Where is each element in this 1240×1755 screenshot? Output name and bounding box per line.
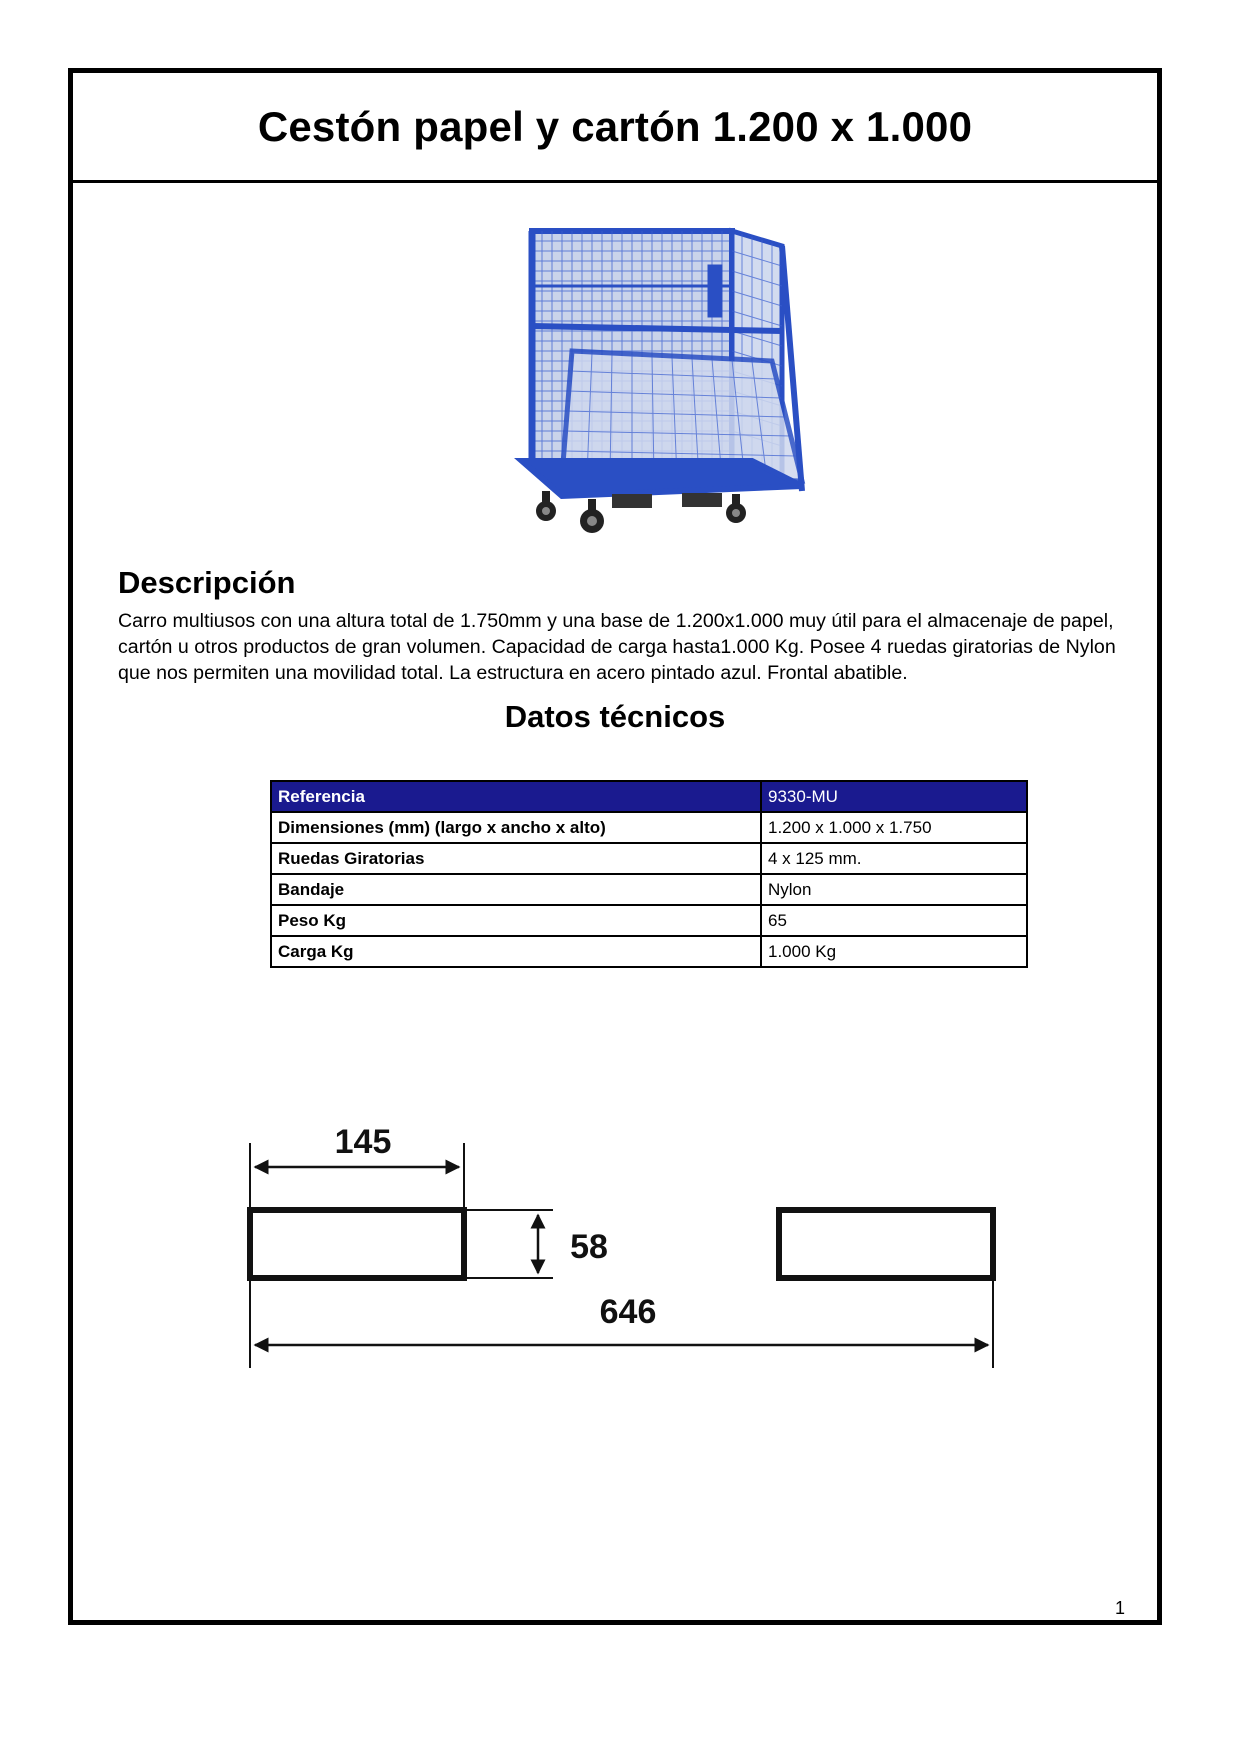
spec-value: 9330-MU <box>761 781 1027 812</box>
total-label: 646 <box>599 1293 657 1331</box>
right-profile-rect <box>779 1210 993 1278</box>
spec-label: Carga Kg <box>271 936 761 967</box>
spec-label: Peso Kg <box>271 905 761 936</box>
width-label: 145 <box>334 1123 392 1161</box>
spec-value: 65 <box>761 905 1027 936</box>
table-row <box>271 936 1027 967</box>
specs-table <box>270 780 1028 968</box>
spec-label: Dimensiones (mm) (largo x ancho x alto) <box>271 812 761 843</box>
table-row <box>271 781 1027 812</box>
spec-value: 1.200 x 1.000 x 1.750 <box>761 812 1027 843</box>
description-text: Carro multiusos con una altura total de 1.750mm y una base de 1.200x1.000 muy útil para el almacenaje de papel, cartón u otros productos de gran volumen. Capacidad de carga hasta1.000 Kg. Posee 4 ruedas giratorias de Nylon que nos permiten una movilidad total. La estructura en acero pintado azul. Frontal abatible. <box>118 610 1116 684</box>
left-profile-rect <box>250 1210 464 1278</box>
table-row <box>271 843 1027 874</box>
wire-mesh-cart-image <box>502 211 862 596</box>
title-bar <box>73 73 1157 183</box>
page-frame <box>68 68 1162 1625</box>
table-row <box>271 812 1027 843</box>
table-row <box>271 874 1027 905</box>
page-title: Cestón papel y cartón 1.200 x 1.000 <box>257 102 973 150</box>
spec-label: Ruedas Giratorias <box>271 843 761 874</box>
page-number: 1 <box>1114 1598 1125 1618</box>
spec-value: 1.000 Kg <box>761 936 1027 967</box>
base-dimension-diagram <box>203 1083 1123 1443</box>
spec-value: 4 x 125 mm. <box>761 843 1027 874</box>
specs-heading: Datos técnicos <box>504 699 726 734</box>
description-heading: Descripción <box>118 565 296 600</box>
height-label: 58 <box>570 1228 608 1266</box>
spec-label: Referencia <box>271 781 761 812</box>
spec-label: Bandaje <box>271 874 761 905</box>
spec-value: Nylon <box>761 874 1027 905</box>
table-row <box>271 905 1027 936</box>
